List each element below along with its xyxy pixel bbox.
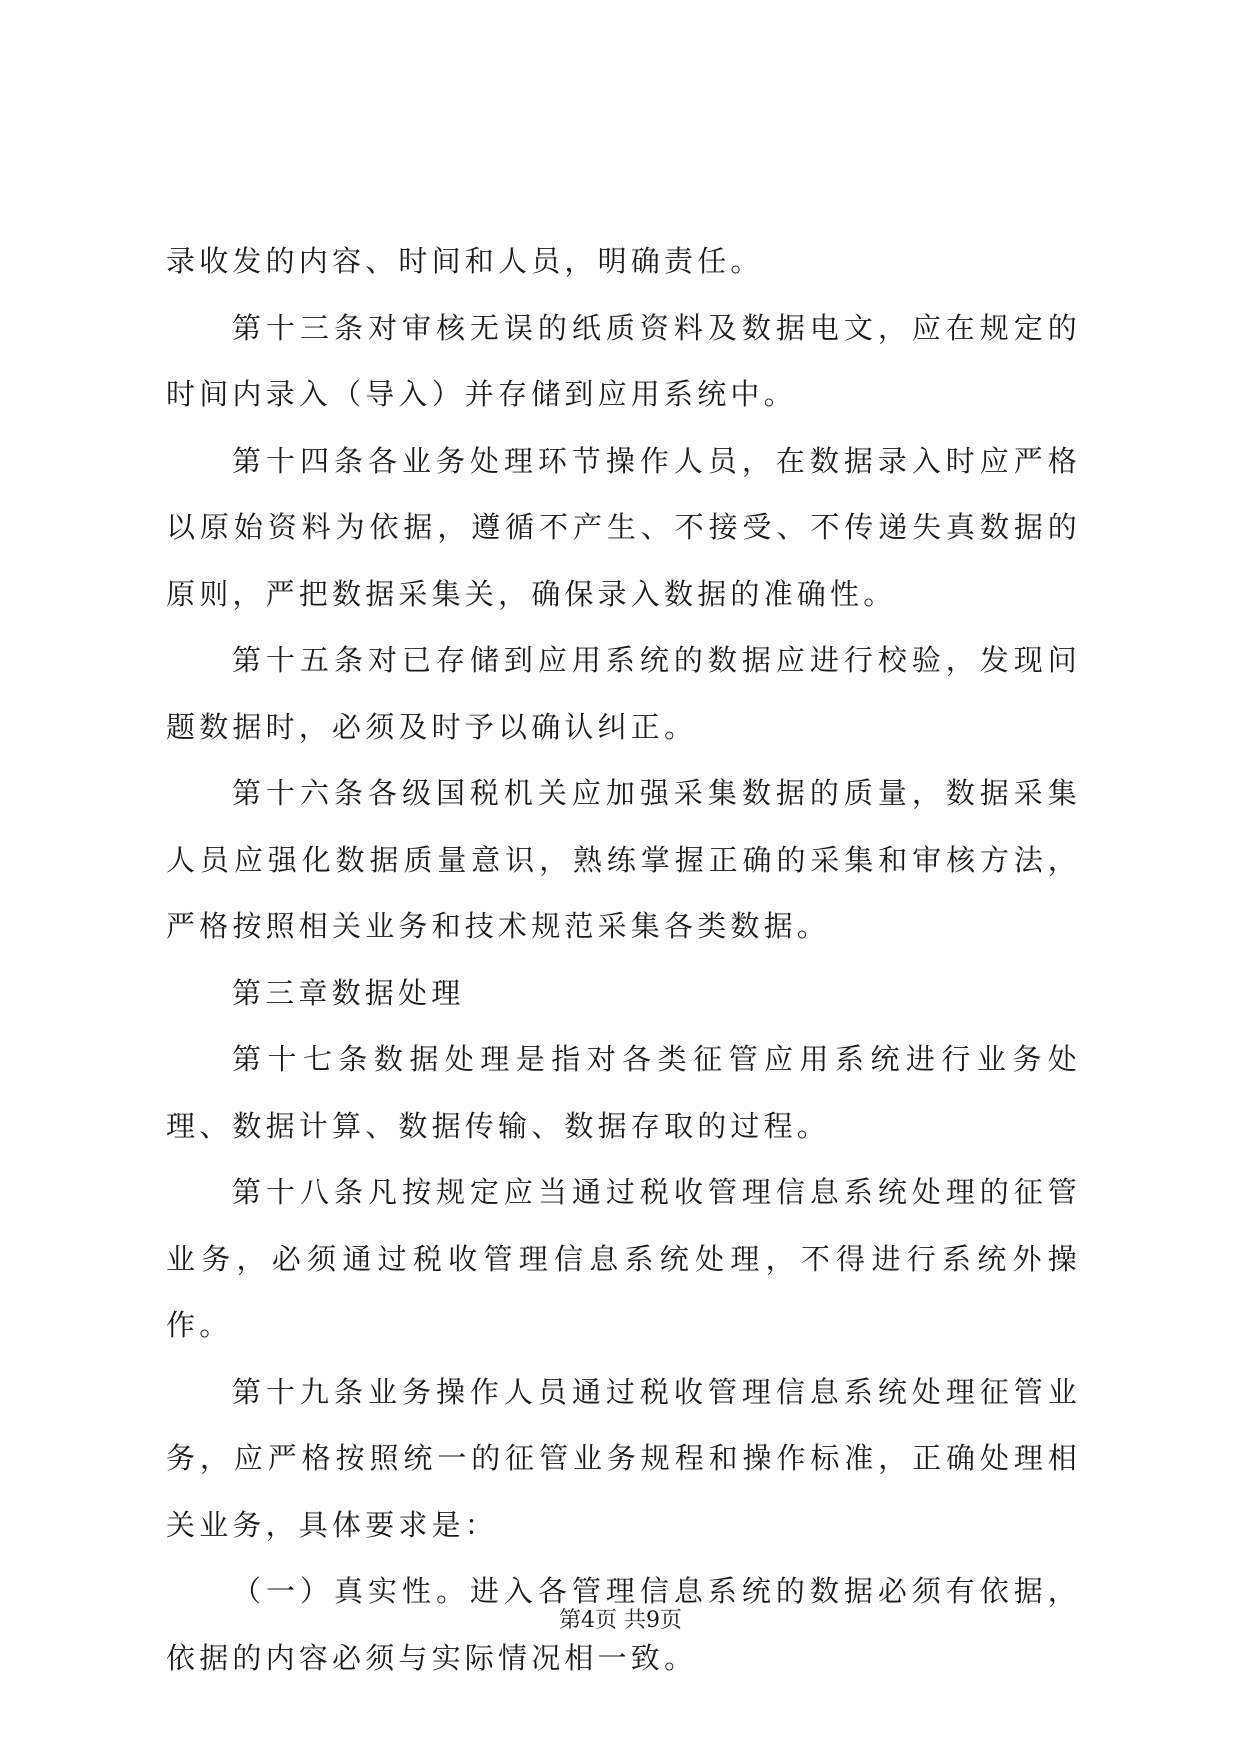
paragraph-article-19: 第十九条业务操作人员通过税收管理信息系统处理征管业务，应严格按照统一的征管业务规程和操作标准，正确处理相关业务，具体要求是： [166,1374,1081,1542]
paragraph-continuation: 录收发的内容、时间和人员，明确责任。 [166,244,764,278]
paragraph-article-18: 第十八条凡按规定应当通过税收管理信息系统处理的征管业务，必须通过税收管理信息系统处理，不得进行系统外操作。 [166,1175,1081,1342]
page-number-label: 第4页 共9页 [559,1608,682,1633]
paragraph-article-16: 第十六条各级国税机关应加强采集数据的质量，数据采集人员应强化数据质量意识，熟练掌握正确的采集和审核方法，严格按照相关业务和技术规范采集各类数据。 [166,776,1081,943]
document-body [166,228,1081,1691]
page-footer [0,1606,1241,1636]
paragraph-article-13: 第十三条对审核无误的纸质资料及数据电文，应在规定的时间内录入（导入）并存储到应用系统中。 [166,310,1081,411]
paragraph-article-17: 第十七条数据处理是指对各类征管应用系统进行业务处理、数据计算、数据传输、数据存取的过程。 [166,1042,1081,1143]
paragraph-article-14: 第十四条各业务处理环节操作人员，在数据录入时应严格以原始资料为依据，遵循不产生、不接受、不传递失真数据的原则，严把数据采集关，确保录入数据的准确性。 [166,443,1081,611]
paragraph-article-15: 第十五条对已存储到应用系统的数据应进行校验，发现问题数据时，必须及时予以确认纠正。 [166,643,1081,744]
paragraph-item-1: （一）真实性。进入各管理信息系统的数据必须有依据，依据的内容必须与实际情况相一致。 [166,1574,1081,1675]
chapter-heading: 第三章数据处理 [232,975,465,1010]
